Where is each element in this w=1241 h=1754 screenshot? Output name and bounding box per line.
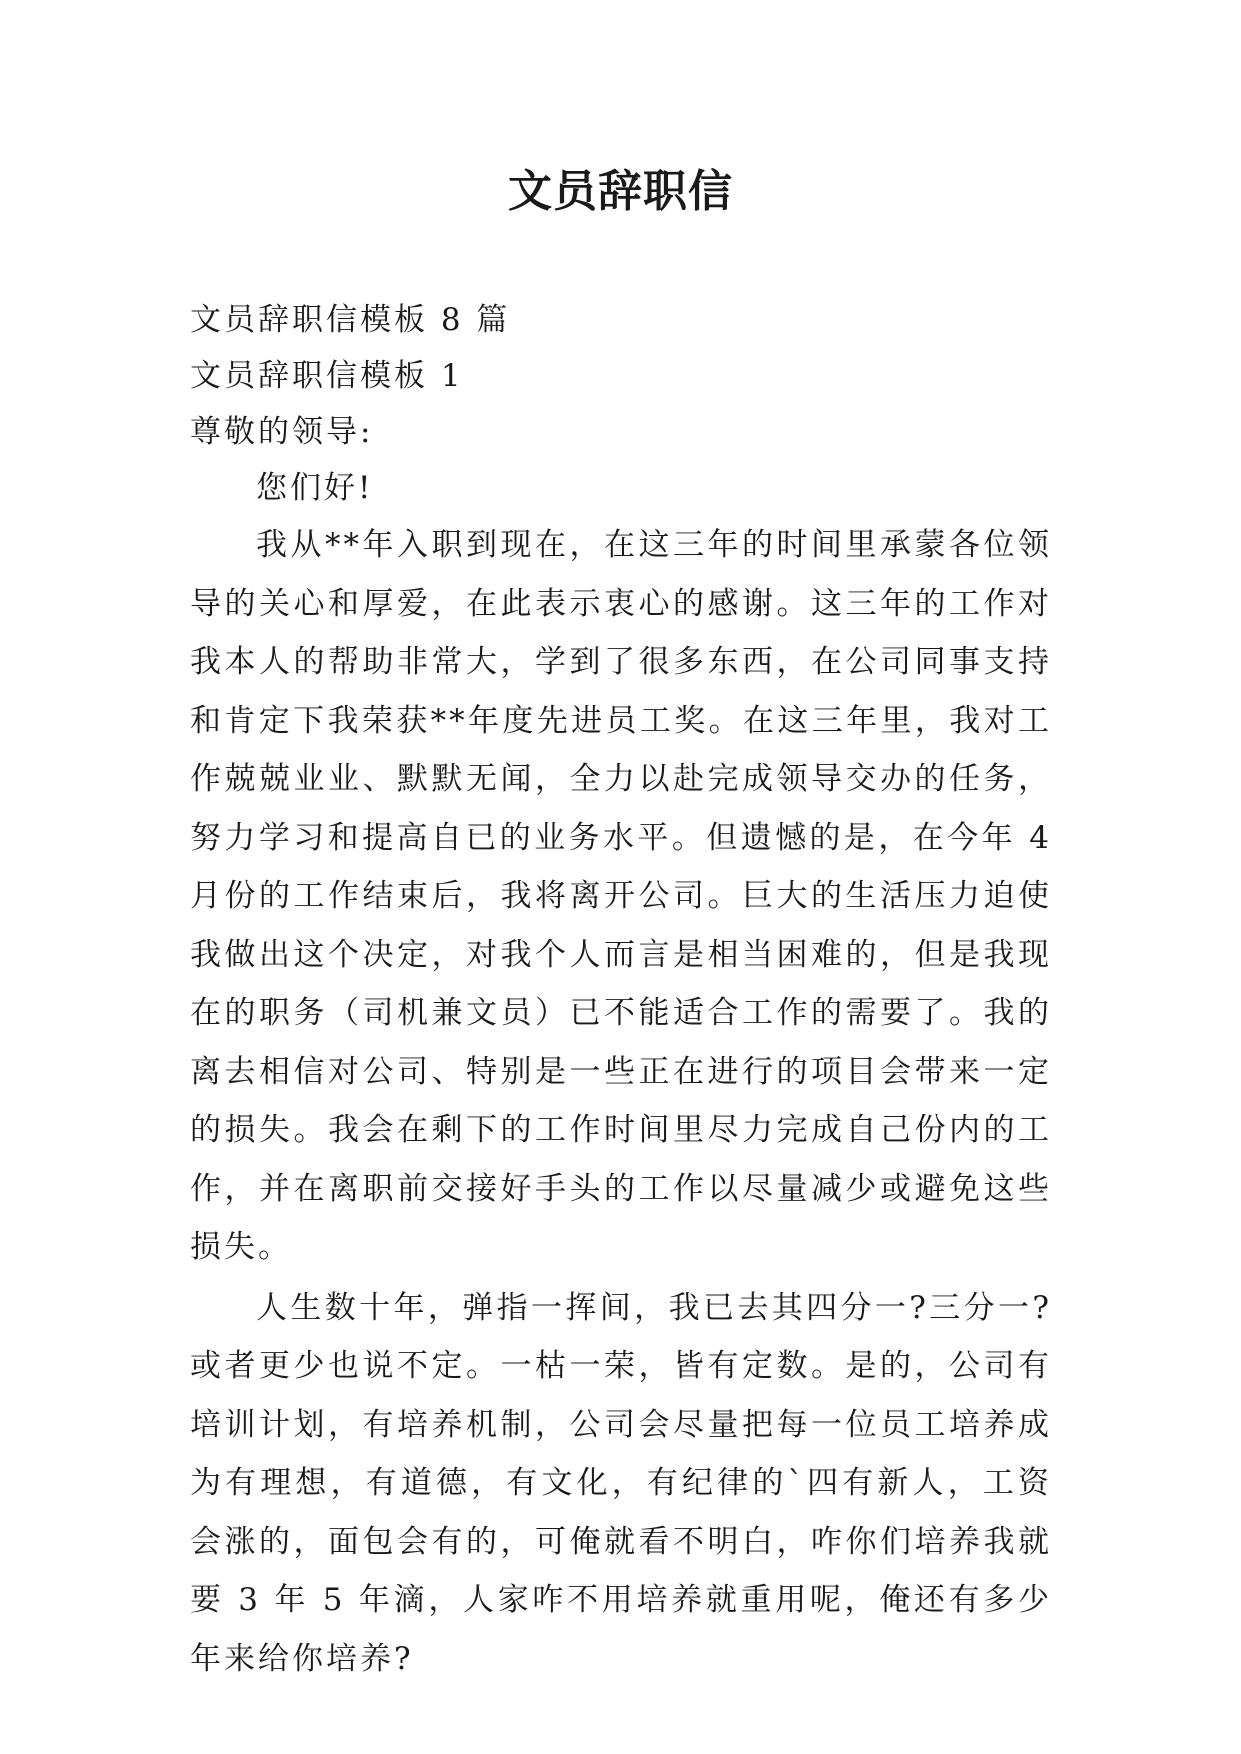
document-body [190, 292, 1052, 1688]
body-paragraph: 我从**年入职到现在，在这三年的时间里承蒙各位领导的关心和厚爱，在此表示衷心的感谢。这三年的工作对我本人的帮助非常大，学到了很多东西，在公司同事支持和肯定下我荣获**年度先进员工奖。在这三年里，我对工作兢兢业业、默默无闻，全力以赴完成领导交办的任务，努力学习和提高自已的业务水平。但遗憾的是，在今年 4 月份的工作结束后，我将离开公司。巨大的生活压力迫使我做出这个决定，对我个人而言是相当困难的，但是我现在的职务（司机兼文员）已不能适合工作的需要了。我的离去相信对公司、特别是一些正在进行的项目会带来一定的损失。我会在剩下的工作时间里尽力完成自己份内的工作，并在离职前交接好手头的工作以尽量减少或避免这些损失。 [190, 527, 1052, 1265]
salutation: 尊敬的领导: [190, 414, 374, 450]
greeting: 您们好! [256, 470, 374, 506]
body-paragraph: 人生数十年，弹指一挥间，我已去其四分一?三分一?或者更少也说不定。一枯一荣，皆有定数。是的，公司有培训计划，有培养机制，公司会尽量把每一位员工培养成为有理想，有道德，有文化，有纪律的`四有新人，工资会涨的，面包会有的，可俺就看不明白，咋你们培养我就要 3 年 5 年滴，人家咋不用培养就重用呢，俺还有多少年来给你培养? [190, 1289, 1052, 1677]
subtitle-line: 文员辞职信模板 8 篇 [190, 302, 511, 338]
template-heading: 文员辞职信模板 1 [190, 358, 464, 394]
document-title: 文员辞职信 [508, 166, 733, 217]
